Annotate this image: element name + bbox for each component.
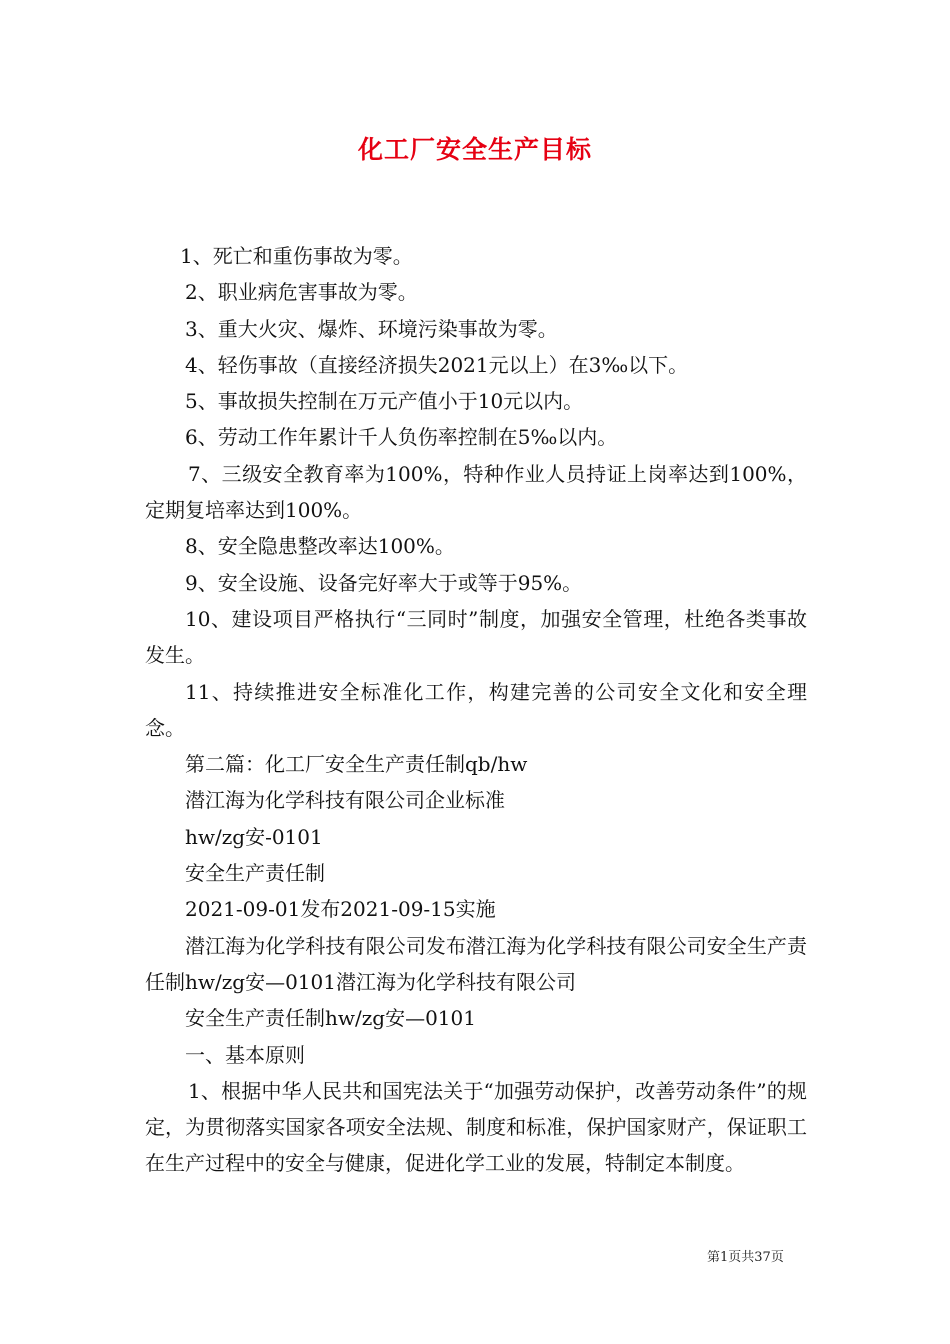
goal-item-6: 6、劳动工作年累计千人负伤率控制在5‰以内。 xyxy=(185,425,618,450)
standard-code: hw/zg安-0101 xyxy=(185,824,323,849)
goal-item-3: 3、重大火灾、爆炸、环境污染事故为零。 xyxy=(185,316,558,341)
goal-item-10: 10、建设项目严格执行“三同时”制度，加强安全管理，杜绝各类事故发生。 xyxy=(145,606,807,668)
goal-item-8: 8、安全隐患整改率达100%。 xyxy=(185,534,455,559)
goal-item-9: 9、安全设施、设备完好率大于或等于95%。 xyxy=(185,570,583,595)
principle-item-1: 1、根据中华人民共和国宪法关于“加强劳动保护，改善劳动条件”的规定，为贯彻落实国家各项安全法规、制度和标准，保护国家财产，保证职工在生产过程中的安全与健康，促进化学工业的发展，特制定本制度。 xyxy=(145,1078,807,1176)
standard-reference: 安全生产责任制hw/zg安—0101 xyxy=(185,1006,476,1031)
standard-name: 安全生产责任制 xyxy=(185,861,325,886)
publisher-paragraph: 潜江海为化学科技有限公司发布潜江海为化学科技有限公司安全生产责任制hw/zg安—0101潜江海为化学科技有限公司 xyxy=(145,933,807,994)
publish-dates: 2021-09-01发布2021-09-15实施 xyxy=(185,897,496,922)
page-number: 第1页共37页 xyxy=(707,1250,784,1265)
document-title: 化工厂安全生产目标 xyxy=(357,135,592,164)
goal-item-4: 4、轻伤事故（直接经济损失2021元以上）在3‰以下。 xyxy=(185,352,689,377)
goal-item-1: 1、死亡和重伤事故为零。 xyxy=(180,244,413,268)
chapter-heading: 一、基本原则 xyxy=(185,1042,305,1067)
goal-item-5: 5、事故损失控制在万元产值小于10元以内。 xyxy=(185,389,584,414)
company-standard-line: 潜江海为化学科技有限公司企业标准 xyxy=(185,788,505,813)
section-heading: 第二篇：化工厂安全生产责任制qb/hw xyxy=(185,752,528,777)
goal-item-7: 7、三级安全教育率为100%，特种作业人员持证上岗率达到100%，定期复培率达到100%。 xyxy=(145,461,807,523)
goal-item-2: 2、职业病危害事故为零。 xyxy=(185,280,418,305)
goal-item-11: 11、持续推进安全标准化工作，构建完善的公司安全文化和安全理念。 xyxy=(145,679,807,740)
document-body xyxy=(145,238,807,1182)
